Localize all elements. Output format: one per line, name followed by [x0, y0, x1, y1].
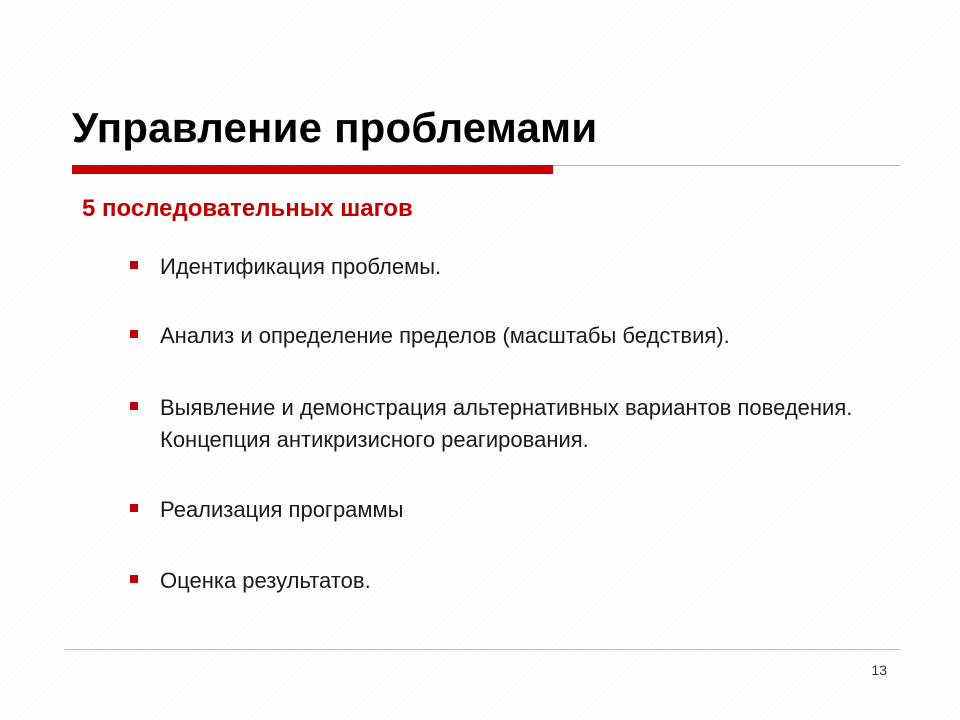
footer-divider: [64, 649, 900, 650]
square-bullet-icon: [130, 575, 138, 583]
bullet-item: [130, 320, 870, 352]
page-number: 13: [871, 662, 887, 678]
slide-subtitle: 5 последовательных шагов: [82, 195, 413, 222]
bullet-text: Анализ и определение пределов (масштабы бедствия).: [160, 323, 730, 348]
title-underline-accent: [72, 165, 553, 174]
bullet-text: Выявление и демонстрация альтернативных вариантов поведения. Концепция антикризисного реагирования.: [160, 395, 853, 452]
bullet-item: [130, 565, 870, 597]
slide-title: Управление проблемами: [72, 104, 598, 151]
bullet-item: [130, 494, 870, 526]
square-bullet-icon: [130, 261, 138, 269]
bullet-text: Идентификация проблемы.: [160, 254, 442, 279]
square-bullet-icon: [130, 330, 138, 338]
bullet-item: [130, 392, 870, 456]
bullet-text: Реализация программы: [160, 497, 404, 522]
square-bullet-icon: [130, 504, 138, 512]
bullet-text: Оценка результатов.: [160, 568, 371, 593]
bullet-item: [130, 251, 870, 283]
square-bullet-icon: [130, 402, 138, 410]
